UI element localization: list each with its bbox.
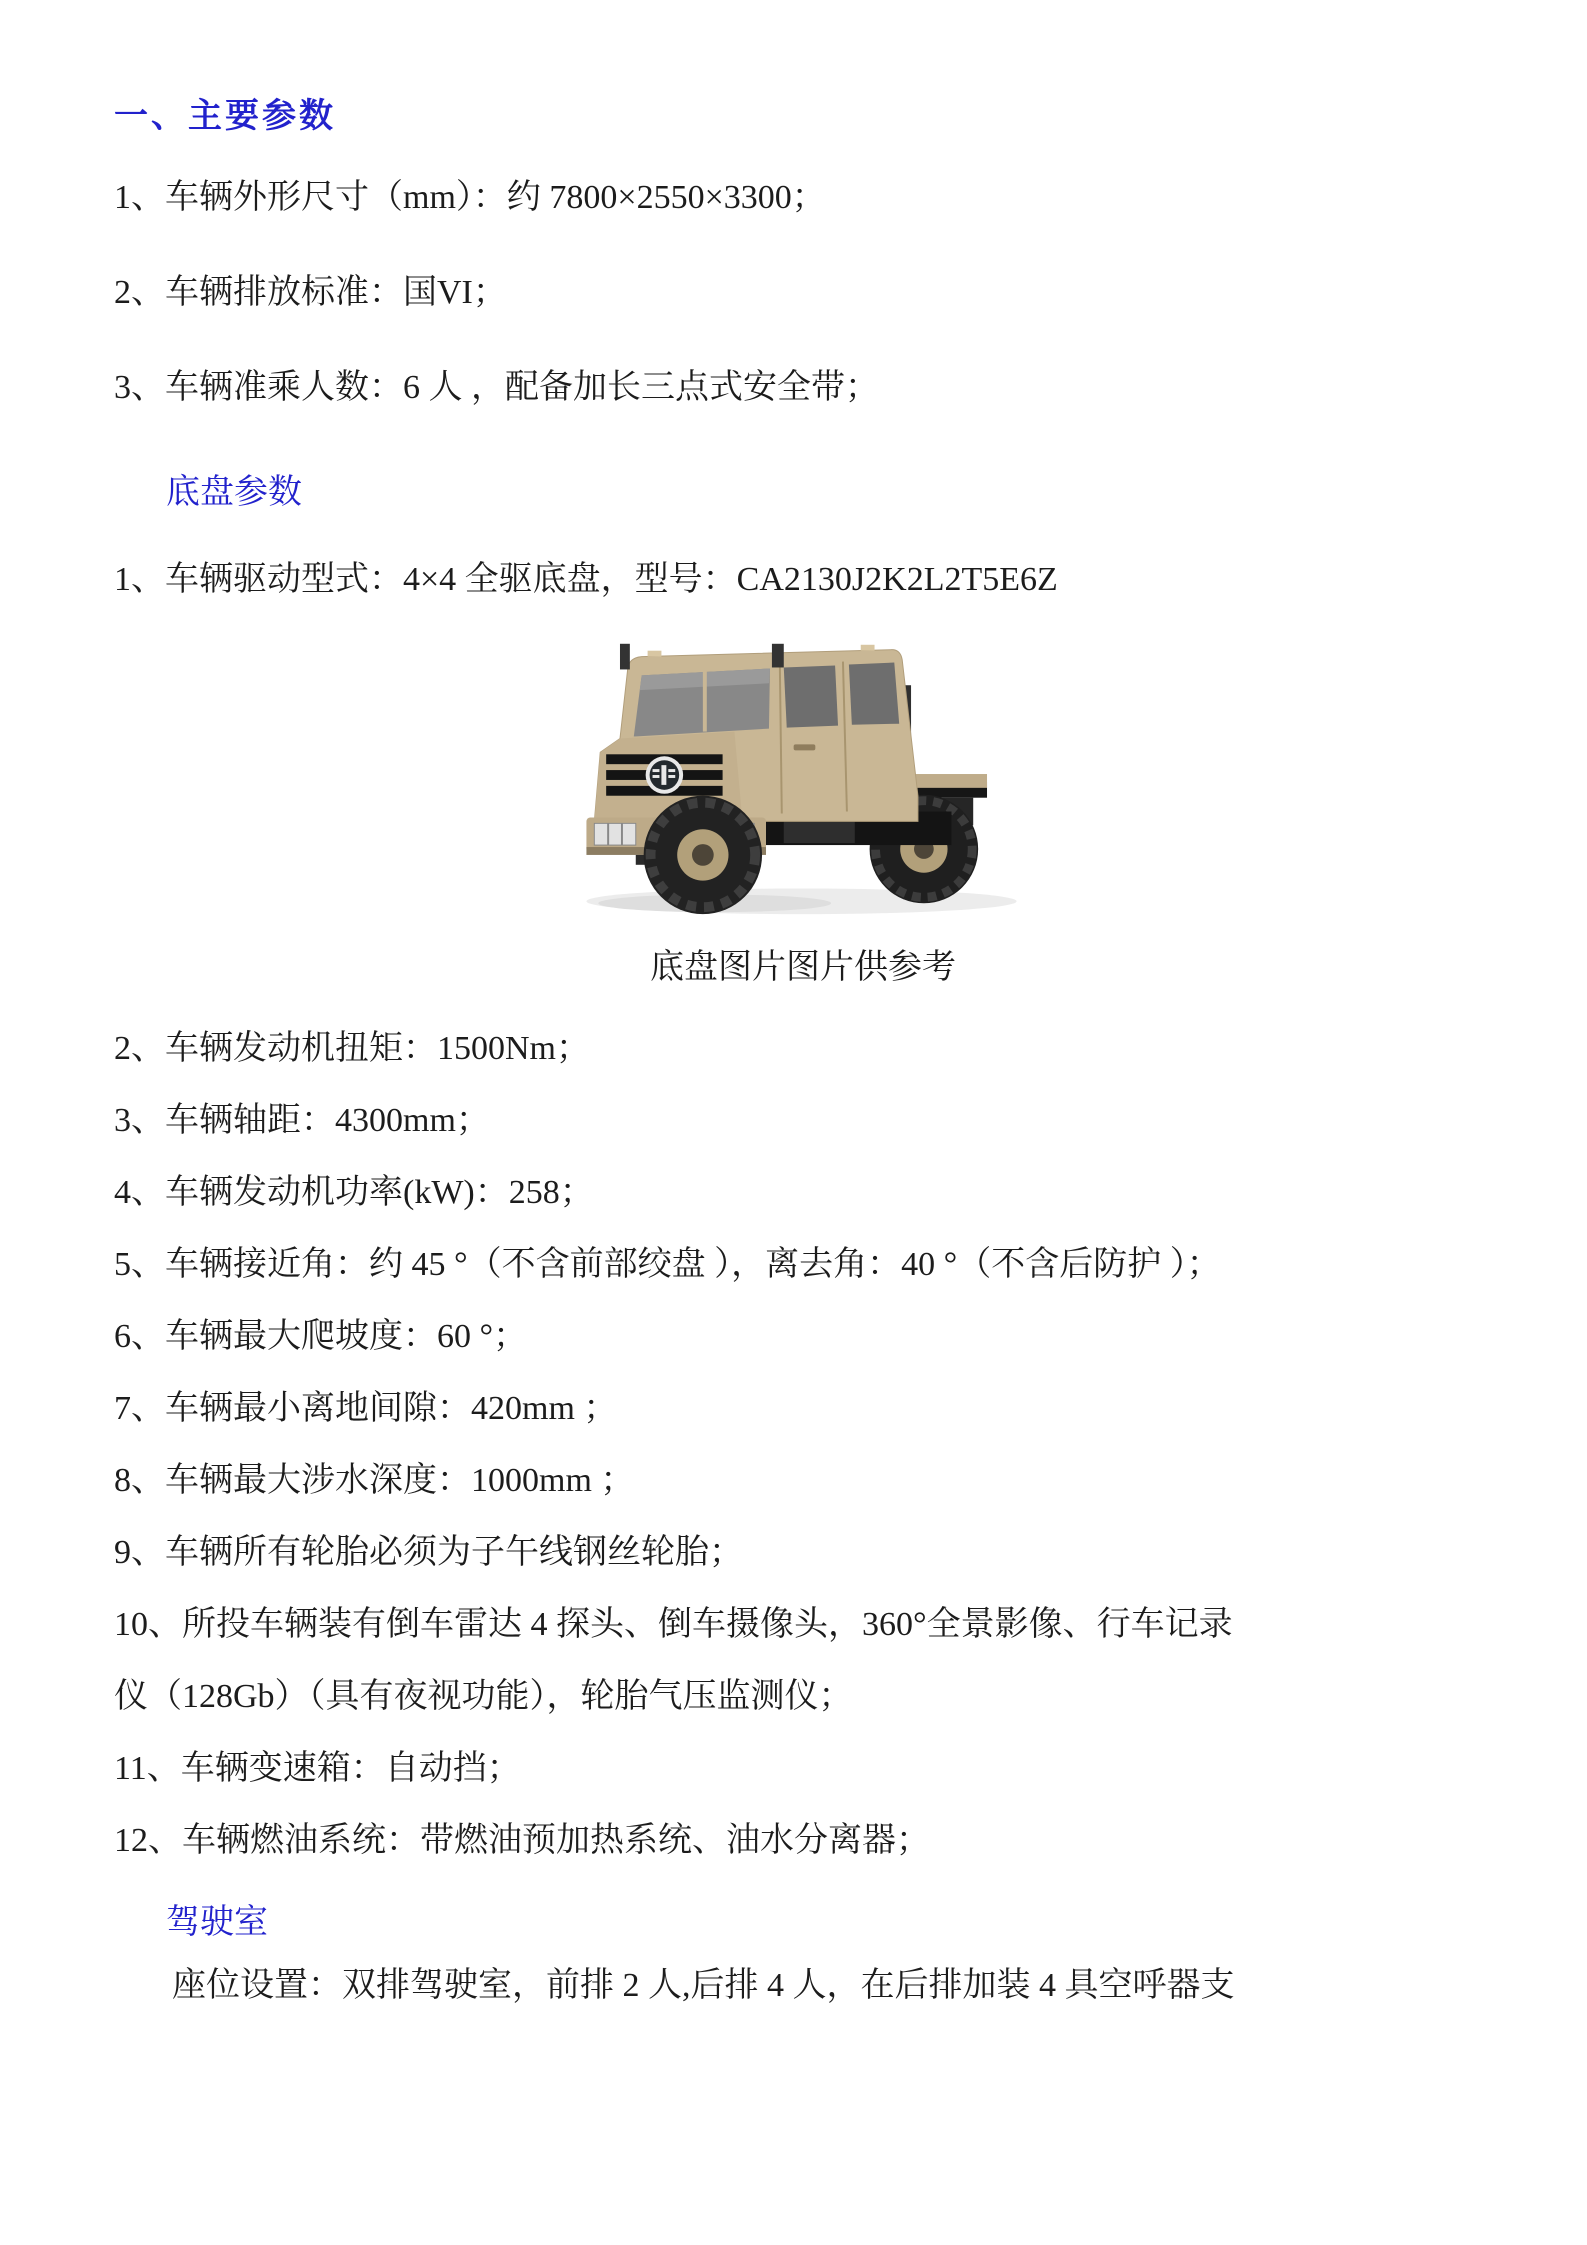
spec-item-passengers: 3、车辆准乘人数：6 人 ，配备加长三点式安全带； bbox=[114, 369, 879, 406]
spec-item-gearbox: 11、车辆变速箱：自动挡； bbox=[114, 1750, 521, 1787]
spec-item-cameras-line1: 10、所投车辆装有倒车雷达 4 探头、倒车摄像头，360°全景影像、行车记录 bbox=[114, 1606, 1233, 1643]
spec-item-torque: 2、车辆发动机扭矩：1500Nm； bbox=[114, 1030, 590, 1067]
spec-item-cameras-line2: 仪（128Gb）（具有夜视功能），轮胎气压监测仪； bbox=[114, 1678, 853, 1715]
chassis-photo bbox=[576, 628, 1031, 929]
seat-config-paragraph: 座位设置：双排驾驶室，前排 2 人,后排 4 人，在后排加装 4 具空呼器支 bbox=[172, 1967, 1235, 2004]
spec-item-emission: 2、车辆排放标准：国VI； bbox=[114, 274, 507, 311]
spec-item-wheelbase: 3、车辆轴距：4300mm； bbox=[114, 1102, 490, 1139]
page-title: 一、主要参数 bbox=[114, 98, 336, 135]
truck-front-wheel bbox=[643, 796, 761, 914]
spec-item-wading-depth: 8、车辆最大涉水深度：1000mm ； bbox=[114, 1462, 635, 1499]
spec-item-tires: 9、车辆所有轮胎必须为子午线钢丝轮胎； bbox=[114, 1534, 743, 1571]
spec-item-angles: 5、车辆接近角：约 45 °（不含前部绞盘 ），离去角：40 °（不含后防护 ）； bbox=[114, 1246, 1221, 1283]
photo-caption: 底盘图片图片供参考 bbox=[650, 949, 956, 986]
chassis-section-heading: 底盘参数 bbox=[166, 474, 302, 511]
spec-item-drive-type: 1、车辆驱动型式：4×4 全驱底盘，型号：CA2130J2K2L2T5E6Z bbox=[114, 561, 1058, 598]
spec-item-power: 4、车辆发动机功率(kW)：258； bbox=[114, 1174, 594, 1211]
spec-item-dimensions: 1、车辆外形尺寸（mm）：约 7800×2550×3300； bbox=[114, 179, 826, 216]
cab-section-heading: 驾驶室 bbox=[166, 1904, 268, 1941]
spec-item-gradeability: 6、车辆最大爬坡度：60 °； bbox=[114, 1318, 528, 1355]
truck-chassis-image bbox=[576, 628, 1031, 924]
faw-logo bbox=[645, 756, 682, 793]
spec-item-fuel-system: 12、车辆燃油系统：带燃油预加热系统、油水分离器； bbox=[114, 1822, 930, 1859]
spec-item-ground-clearance: 7、车辆最小离地间隙：420mm ； bbox=[114, 1390, 618, 1427]
